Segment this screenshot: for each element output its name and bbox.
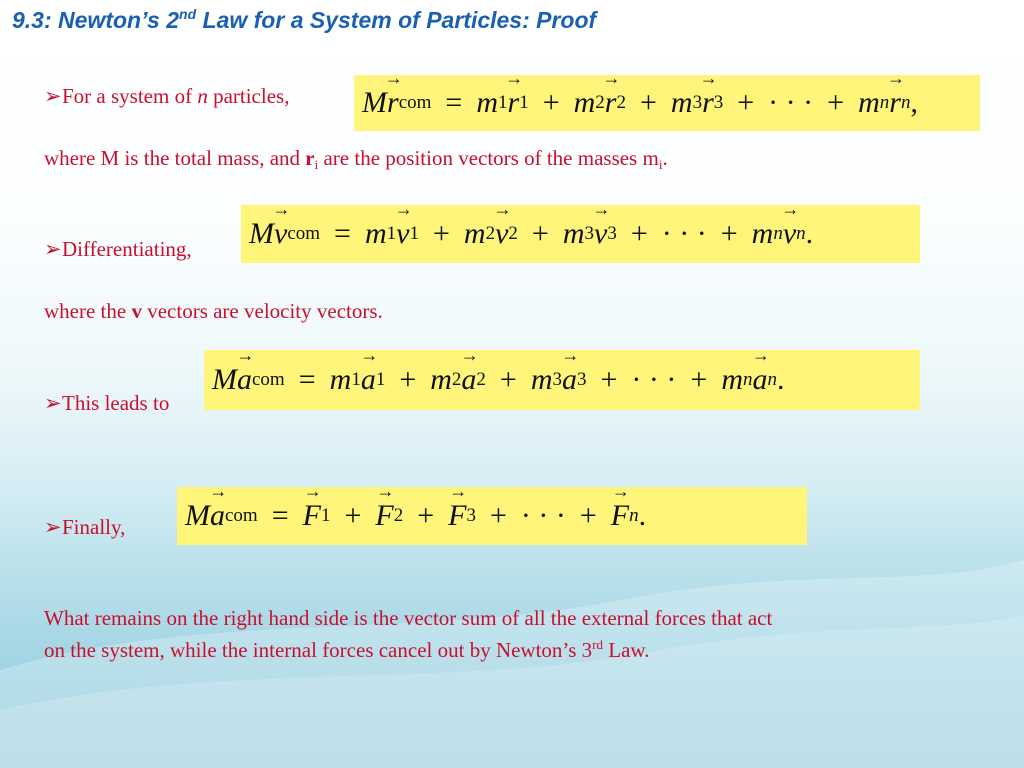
where-mass-explanation: where M is the total mass, and ri are the position vectors of the masses mi. xyxy=(44,146,668,172)
where-velocity-explanation: where the v vectors are velocity vectors. xyxy=(44,299,383,323)
bullet-system-of-particles: ➢For a system of n particles, xyxy=(44,84,290,108)
bullet-arrow-icon: ➢ xyxy=(44,84,62,108)
bullet-finally: ➢Finally, xyxy=(44,515,126,539)
conclusion-line-2: on the system, while the internal forces cancel out by Newton’s 3rd Law. xyxy=(44,637,650,662)
bullet-arrow-icon: ➢ xyxy=(44,391,62,415)
equation-center-of-mass-acceleration: M → a com = m 1 → a 1 + m 2 → a 2 + m 3 → a 3 + · · · + m n → a n . xyxy=(204,350,920,410)
bullet-differentiating: ➢Differentiating, xyxy=(44,237,192,261)
conclusion-line-1: What remains on the right hand side is the vector sum of all the external forces that act xyxy=(44,606,773,630)
bullet-arrow-icon: ➢ xyxy=(44,515,62,539)
slide-title: 9.3: Newton’s 2nd Law for a System of Particles: Proof xyxy=(12,6,597,33)
equation-center-of-mass-velocity: M → v com = m 1 → v 1 + m 2 → v 2 + m 3 → v 3 + · · · + m n → v n . xyxy=(241,205,920,263)
bullet-arrow-icon: ➢ xyxy=(44,237,62,261)
bullet-this-leads-to: ➢This leads to xyxy=(44,391,170,415)
equation-center-of-mass-position: M → r com = m 1 → r 1 + m 2 → r 2 + m 3 → r 3 + · · · + m n → r n , xyxy=(354,75,980,131)
equation-net-external-force: M → a com = → F 1 + → F 2 + → F 3 + · · · + → F n . xyxy=(177,487,807,545)
